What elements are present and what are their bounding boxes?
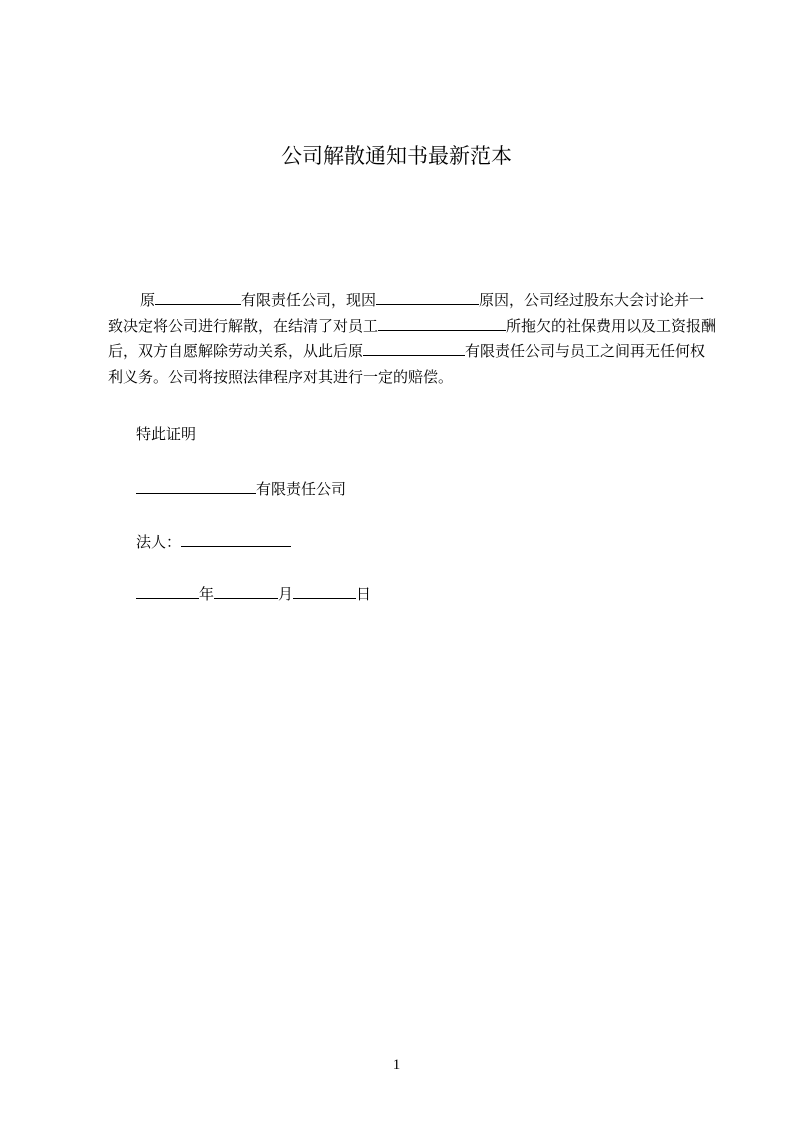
body-text-settlement: 所拖欠的社保费用以及工资报酬后，双方自愿解除劳动关系，从此后原 <box>108 316 717 360</box>
page-number: 1 <box>392 1057 401 1073</box>
notice-body-paragraph <box>108 288 718 390</box>
day-blank[interactable] <box>293 584 356 599</box>
legal-rep-blank[interactable] <box>181 532 291 547</box>
signature-company-blank[interactable] <box>136 479 256 494</box>
month-blank[interactable] <box>214 584 278 599</box>
former-company-blank[interactable] <box>363 341 465 356</box>
body-text-compensation: 有限责任公司与员工之间再无任何权利义务。公司将按照法律程序对其进行一定的赔偿。 <box>108 342 706 386</box>
legal-rep-label: 法人： <box>136 533 182 551</box>
signature-company-line <box>136 478 346 500</box>
body-text-company-reason: 有限责任公司，现因 <box>241 291 377 309</box>
reason-blank[interactable] <box>376 290 479 305</box>
date-line <box>136 583 371 605</box>
year-label: 年 <box>199 585 215 603</box>
month-label: 月 <box>278 585 294 603</box>
company-name-blank[interactable] <box>155 290 241 305</box>
employee-name-blank[interactable] <box>378 316 506 331</box>
document-title: 公司解散通知书最新范本 <box>281 144 512 168</box>
closing-statement: 特此证明 <box>136 425 197 443</box>
body-text-original: 原 <box>140 291 156 309</box>
body-text-dissolution: 原因，公司经过股东大会讨论并一致决定将公司进行解散，在结清了对员工 <box>108 291 705 335</box>
company-suffix-label: 有限责任公司 <box>256 480 347 498</box>
legal-representative-line <box>136 531 291 553</box>
year-blank[interactable] <box>136 584 199 599</box>
day-label: 日 <box>356 585 372 603</box>
